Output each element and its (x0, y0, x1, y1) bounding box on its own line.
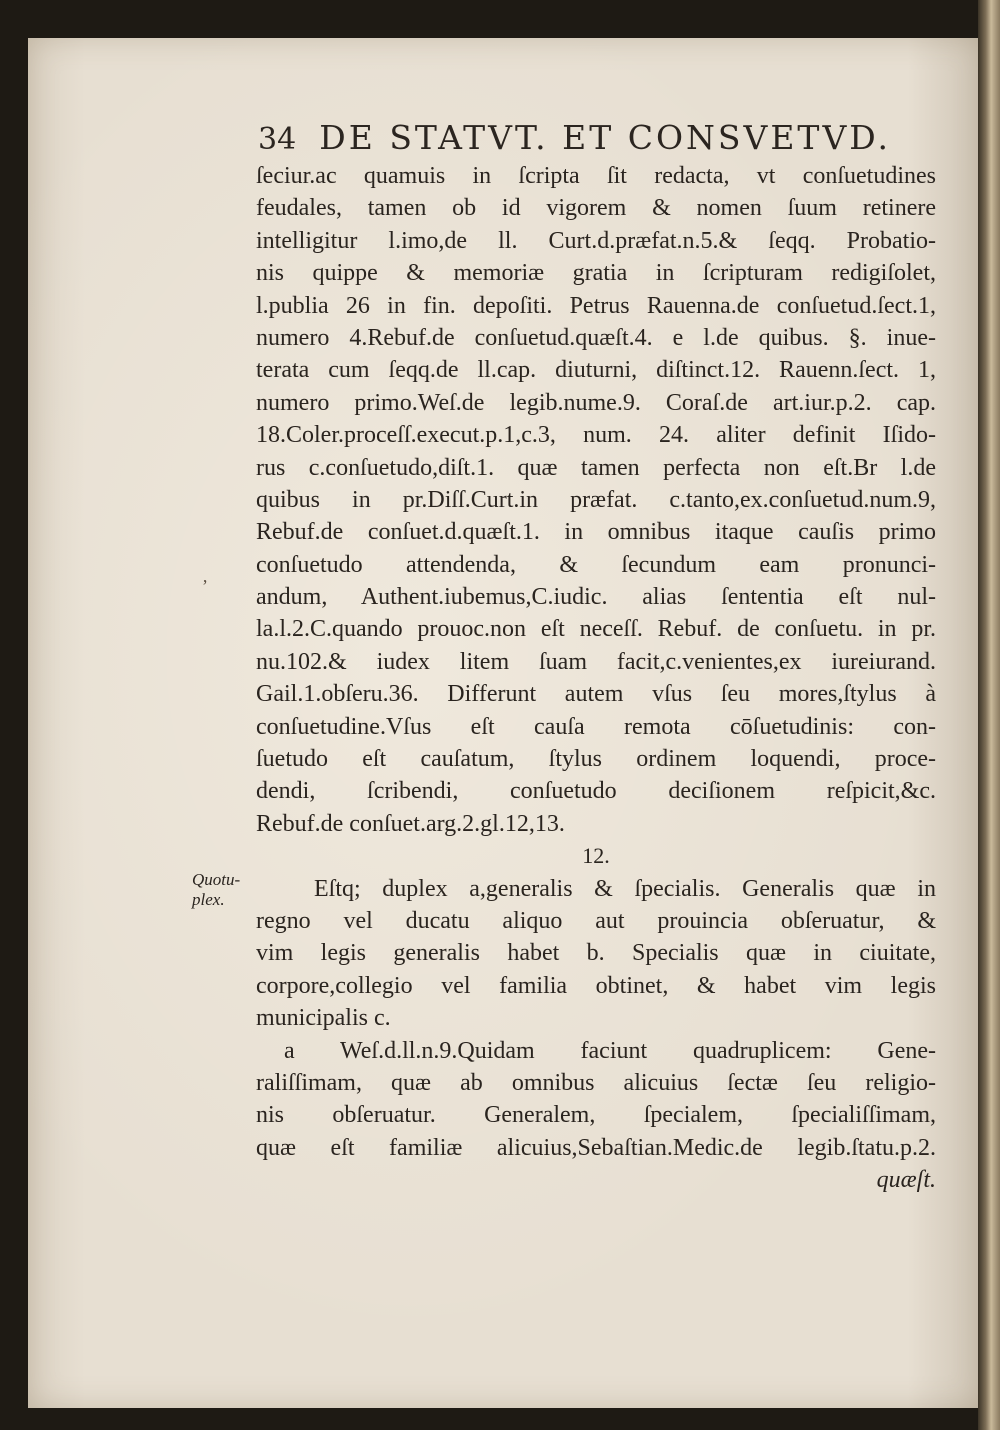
text-line: l.publia 26 in fin. depoſiti. Petrus Rauenna.de conſuetud.ſect.1, (256, 292, 936, 319)
section-number: 12. (582, 843, 610, 869)
text-line: regno vel ducatu aliquo aut prouincia obſeruatur, & (256, 907, 936, 934)
page-number: 34 (258, 122, 297, 157)
book-gutter (978, 0, 1000, 1430)
text-line: numero primo.Weſ.de legib.nume.9. Coraſ.de art.iur.p.2. cap. (256, 389, 936, 416)
margin-note-line: Quotu- (192, 870, 241, 889)
text-line: intelligitur l.imo,de ll. Curt.d.præfat.n.5.& ſeqq. Probatio- (256, 227, 936, 254)
text-line: la.l.2.C.quando prouoc.non eſt neceſſ. Rebuf. de conſuetu. in pr. (256, 616, 936, 643)
stray-mark: ‚ (202, 566, 208, 586)
text-line: Rebuf.de conſuet.arg.2.gl.12,13. (256, 810, 565, 837)
text-line: dendi, ſcribendi, conſuetudo deciſionem reſpicit,&c. (256, 778, 936, 805)
catchword: quæſt. (876, 1167, 936, 1194)
body-text (256, 160, 936, 1197)
text-line: raliſſimam, quæ ab omnibus alicuius ſectæ ſeu religio- (256, 1069, 936, 1096)
text-line: andum, Authent.iubemus,C.iudic. alias ſententia eſt nul- (256, 584, 936, 611)
text-line: Rebuf.de conſuet.d.quæſt.1. in omnibus itaque cauſis primo (256, 519, 936, 546)
text-line: conſuetudo attendenda, & ſecundum eam pronunci- (256, 551, 936, 578)
text-line: Gail.1.obſeru.36. Differunt autem vſus ſeu mores,ſtylus à (256, 681, 936, 708)
text-line: corpore,collegio vel familia obtinet, & habet vim legis (256, 972, 936, 999)
text-line: ſuetudo eſt cauſatum, ſtylus ordinem loquendi, proce- (256, 746, 936, 773)
text-line: quæ eſt familiæ alicuius,Sebaſtian.Medic.de legib.ſtatu.p.2. (256, 1134, 936, 1161)
text-line: rus c.conſuetudo,diſt.1. quæ tamen perfecta non eſt.Br l.de (256, 454, 936, 481)
text-line: quibus in pr.Diſſ.Curt.in præfat. c.tanto,ex.conſuetud.num.9, (256, 486, 936, 513)
text-line: 18.Coler.proceſſ.execut.p.1,c.3, num. 24. aliter definit Iſido- (256, 422, 936, 449)
text-line: numero 4.Rebuf.de conſuetud.quæſt.4. e l.de quibus. §. inue- (256, 324, 936, 351)
text-line: vim legis generalis habet b. Specialis quæ in ciuitate, (256, 940, 936, 967)
text-line: nis obſeruatur. Generalem, ſpecialem, ſpecialiſſimam, (256, 1102, 936, 1129)
margin-note-line: plex. (192, 890, 225, 909)
text-line: a Weſ.d.ll.n.9.Quidam faciunt quadruplicem: Gene- (284, 1037, 936, 1064)
text-line: feudales, tamen ob id vigorem & nomen ſuum retinere (256, 195, 936, 222)
text-line: conſuetudine.Vſus eſt cauſa remota cōſuetudinis: con- (256, 713, 936, 740)
text-line: terata cum ſeqq.de ll.cap. diuturni, diſtinct.12. Rauenn.ſect. 1, (256, 357, 936, 384)
text-line: Eſtq; duplex a,generalis & ſpecialis. Generalis quæ in (314, 875, 936, 902)
text-line: nu.102.& iudex litem ſuam facit,c.venientes,ex iureiurand. (256, 648, 936, 675)
text-line: municipalis c. (256, 1005, 391, 1032)
running-head: DE STATVT. ET CONSVETVD. (319, 118, 892, 157)
text-line: ſeciur.ac quamuis in ſcripta ſit redacta, vt conſuetudines (256, 163, 936, 189)
text-line: nis quippe & memoriæ gratia in ſcripturam redigiſolet, (256, 260, 936, 287)
margin-note (192, 870, 240, 910)
page-header (258, 118, 898, 157)
